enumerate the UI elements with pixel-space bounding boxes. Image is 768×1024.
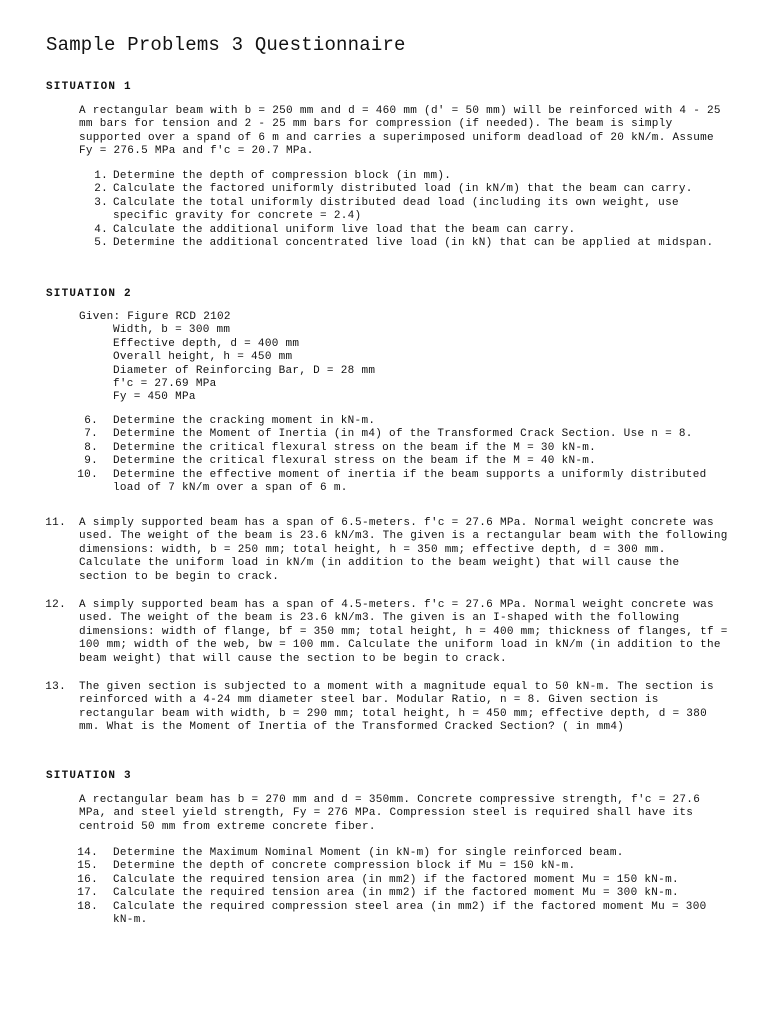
question-number: 1. bbox=[94, 170, 108, 182]
question-text: Determine the critical flexural stress on the beam if the M = 30 kN-m. bbox=[113, 441, 597, 454]
situation-3-intro: A rectangular beam has b = 270 mm and d = 350mm. Concrete compressive strength, f'c = 27.6 MPa, and steel yield strength, Fy = 276 MPa. Compression steel is required shall have its centroid 50 mm from extreme concrete fiber. bbox=[79, 794, 701, 833]
question-item bbox=[0, 860, 768, 873]
situation-1-intro: A rectangular beam with b = 250 mm and d = 460 mm (d' = 50 mm) will be reinforced with 4 - 25 mm bars for tension and 2 - 25 mm bars for compression (if needed). The beam is simply supported over a spand of 6 m and carries a superimposed uniform deadload of 20 kN/m. Assume Fy = 276.5 MPa and f'c = 20.7 MPa. bbox=[79, 105, 721, 158]
situation-3-questions bbox=[0, 847, 768, 927]
question-item bbox=[0, 224, 768, 237]
problem-item bbox=[0, 681, 768, 735]
situation-2-heading: SITUATION 2 bbox=[46, 288, 132, 300]
question-number: 3. bbox=[94, 196, 108, 209]
page-title: Sample Problems 3 Questionnaire bbox=[46, 34, 406, 56]
problem-number: 12. bbox=[45, 599, 66, 612]
question-number: 9. bbox=[84, 455, 98, 468]
given-value: Diameter of Reinforcing Bar, D = 28 mm bbox=[113, 364, 376, 377]
question-number: 2. bbox=[94, 183, 108, 196]
problem-list bbox=[0, 517, 768, 735]
question-text: Determine the critical flexural stress on the beam if the M = 40 kN-m. bbox=[113, 455, 597, 468]
question-text: Determine the depth of concrete compression block if Mu = 150 kN-m. bbox=[113, 860, 576, 873]
question-item bbox=[0, 428, 768, 441]
problem-text: A simply supported beam has a span of 4.5-meters. f'c = 27.6 MPa. Normal weight concrete was used. The weight of the beam is 23.6 kN/m3. The given is an I-shaped with the following dimensions: width of flange, bf = 350 mm; total height, h = 400 mm; thickness of flanges, tf = 100 mm; width of the web, bw = 100 mm. Calculate the uniform load in kN/m (in addition to the beam weight) that will cause the section to be begin to crack. bbox=[79, 599, 728, 665]
question-text: Calculate the total uniformly distributed dead load (including its own weight, use specific gravity for concrete = 2.4) bbox=[113, 196, 679, 223]
question-number: 16. bbox=[77, 873, 98, 886]
question-text: Calculate the factored uniformly distributed load (in kN/m) that the beam can carry. bbox=[113, 183, 693, 196]
question-number: 17. bbox=[77, 887, 98, 900]
situation-1-heading: SITUATION 1 bbox=[46, 81, 132, 93]
question-number: 5. bbox=[94, 237, 108, 250]
given-value: Effective depth, d = 400 mm bbox=[113, 337, 300, 350]
situation-2-questions bbox=[0, 415, 768, 495]
question-number: 4. bbox=[94, 223, 108, 236]
question-number: 8. bbox=[84, 441, 98, 454]
question-item bbox=[0, 197, 768, 224]
problem-text: A simply supported beam has a span of 6.5-meters. f'c = 27.6 MPa. Normal weight concrete was used. The weight of the beam is 23.6 kN/m3. The given is a rectangular beam with the following dimensions: width, b = 250 mm; total height, h = 350 mm; effective depth, d = 300 mm. Calculate the uniform load in kN/m (in addition to the beam weight) that will cause the section to be begin to crack. bbox=[79, 517, 728, 583]
question-text: Calculate the required compression steel area (in mm2) if the factored moment Mu = 300 kN-m. bbox=[113, 900, 707, 927]
given-value: Width, b = 300 mm bbox=[113, 324, 231, 337]
given-label: Given: Figure RCD 2102 bbox=[79, 311, 231, 323]
given-value: Fy = 450 MPa bbox=[113, 391, 196, 404]
question-item bbox=[0, 469, 768, 496]
question-number: 14. bbox=[77, 847, 98, 859]
question-text: Calculate the required tension area (in mm2) if the factored moment Mu = 150 kN-m. bbox=[113, 873, 679, 886]
situation-3-heading: SITUATION 3 bbox=[46, 770, 132, 782]
problem-item bbox=[0, 599, 768, 666]
problem-number: 13. bbox=[45, 681, 66, 694]
question-item bbox=[0, 183, 768, 196]
question-number: 18. bbox=[77, 900, 98, 913]
situation-1-questions bbox=[0, 170, 768, 250]
question-text: Determine the depth of compression block (in mm). bbox=[113, 170, 452, 182]
question-text: Determine the additional concentrated live load (in kN) that can be applied at midspan. bbox=[113, 237, 714, 250]
question-text: Determine the effective moment of inertia if the beam supports a uniformly distributed load of 7 kN/m over a span of 6 m. bbox=[113, 468, 707, 495]
question-number: 10. bbox=[77, 468, 98, 481]
question-item bbox=[0, 237, 768, 250]
question-text: Determine the Maximum Nominal Moment (in kN-m) for single reinforced beam. bbox=[113, 847, 624, 859]
question-number: 7. bbox=[84, 428, 98, 441]
question-item bbox=[0, 442, 768, 455]
question-item bbox=[0, 415, 768, 428]
question-item bbox=[0, 847, 768, 860]
question-text: Calculate the required tension area (in mm2) if the factored moment Mu = 300 kN-m. bbox=[113, 887, 679, 900]
problem-item bbox=[0, 517, 768, 584]
question-text: Determine the Moment of Inertia (in m4) of the Transformed Crack Section. Use n = 8. bbox=[113, 428, 693, 441]
problem-text: The given section is subjected to a moment with a magnitude equal to 50 kN-m. The section is reinforced with a 4-24 mm diameter steel bar. Modular Ratio, n = 8. Given section is rectangular beam with width, b = 290 mm; total height, h = 450 mm; effective depth, d = 380 mm. What is the Moment of Inertia of the Transformed Cracked Section? ( in mm4) bbox=[79, 681, 714, 734]
question-number: 15. bbox=[77, 860, 98, 873]
question-text: Calculate the additional uniform live load that the beam can carry. bbox=[113, 223, 576, 236]
given-value: Overall height, h = 450 mm bbox=[113, 351, 293, 364]
problem-number: 11. bbox=[45, 517, 66, 529]
question-text: Determine the cracking moment in kN-m. bbox=[113, 415, 376, 427]
situation-2-given bbox=[79, 311, 729, 405]
question-item bbox=[0, 170, 768, 183]
question-item bbox=[0, 455, 768, 468]
question-item bbox=[0, 901, 768, 928]
given-value: f'c = 27.69 MPa bbox=[113, 378, 217, 391]
question-item bbox=[0, 887, 768, 900]
question-number: 6. bbox=[84, 415, 98, 427]
question-item bbox=[0, 874, 768, 887]
